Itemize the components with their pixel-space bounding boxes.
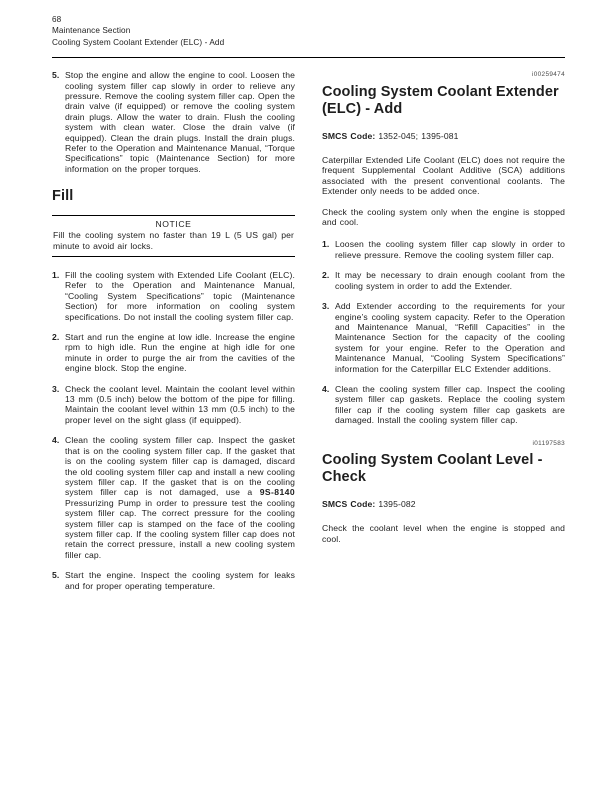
page-subtitle: Cooling System Coolant Extender (ELC) - Add bbox=[52, 37, 225, 47]
list-item bbox=[322, 270, 565, 291]
list-item bbox=[52, 384, 295, 426]
list-item bbox=[52, 435, 295, 560]
list-item bbox=[322, 239, 565, 260]
list-item-number: 5. bbox=[52, 70, 60, 81]
part-number: 9S-8140 bbox=[259, 487, 295, 498]
list-item-text: Check the coolant level. Maintain the coolant level within 13 mm (0.5 inch) below the bottom of the pipe for filling. Maintain the coolant level within 13 mm (0.5 inch) to the proper level on the sight glass (if equipped). bbox=[65, 383, 295, 425]
list-item-text: It may be necessary to drain enough coolant from the cooling system in order to add the Extender. bbox=[335, 270, 565, 291]
list-item-text-before: Clean the cooling system filler cap. Inspect the gasket that is on the cooling system filler cap. If the gasket that is on the cooling system filler cap is damaged, discard the old cooling system filler cap and install a new cooling system filler cap. If the gasket that is on the cooling system filler cap is not damaged, use a bbox=[65, 435, 295, 498]
smcs-line bbox=[322, 131, 565, 141]
paragraph: Check the cooling system only when the engine is stopped and cool. bbox=[322, 206, 565, 228]
list-item-text-after: Pressurizing Pump in order to pressure test the cooling system filler cap. The correct pressure for the cooling system filler cap is stamped on the face of the cooling system filler cap. If the cooling system filler cap does not retain the correct pressure, install a new cooling system filler cap. bbox=[65, 497, 295, 560]
section-title: Cooling System Coolant Extender (ELC) - Add bbox=[322, 83, 559, 118]
list-item-text: Fill the cooling system with Extended Life Coolant (ELC). Refer to the Operation and Maintenance Manual, “Cooling System Specifications” topic (Maintenance Section) for more information on cooling system specifications. Do not install the cooling system filler cap. bbox=[65, 270, 295, 322]
list-item bbox=[322, 301, 565, 374]
list-item-number: 2. bbox=[322, 270, 330, 281]
list-item bbox=[52, 570, 295, 591]
list-item-text: Start the engine. Inspect the cooling system for leaks and for proper operating temperature. bbox=[65, 570, 295, 591]
left-column bbox=[52, 70, 295, 601]
paragraph: Caterpillar Extended Life Coolant (ELC) does not require the frequent Supplemental Coolant Additive (SCA) additions associated with the present conventional coolants. The Extender only needs to be added once. bbox=[322, 155, 565, 197]
columns bbox=[52, 70, 565, 601]
list-item-number: 1. bbox=[322, 239, 330, 250]
list-item-text: Add Extender according to the requirements for your engine’s cooling system capacity. Refer to the Operation and Maintenance Manual, “Refill Capacities” in the Maintenance Section for the capacity of the cooling system for your engine. Refer to the Operation and Maintenance Manual, “Cooling System Specifications” information for the Caterpillar ELC Extender additions. bbox=[335, 301, 565, 374]
list-item-text: Start and run the engine at low idle. Increase the engine rpm to high idle. Run the engine at high idle for one minute in order to purge the air from the cavities of the engine block. Stop the engine. bbox=[65, 332, 295, 374]
list-item-number: 3. bbox=[322, 301, 330, 312]
notice-title: NOTICE bbox=[155, 218, 192, 229]
list-item-text: Clean the cooling system filler cap. Inspect the cooling system filler cap gaskets. Replace the cooling system filler cap if the cooling system filler cap gaskets are damaged. Install the cooling system filler cap. bbox=[335, 383, 565, 426]
list-item-number: 2. bbox=[52, 332, 60, 343]
list-item bbox=[52, 270, 295, 322]
list-item-number: 4. bbox=[322, 383, 330, 394]
list-item-text: Stop the engine and allow the engine to cool. Loosen the cooling system filler cap slowly in order to relieve any pressure. Remove the cooling system filler cap. Open the drain valve (if equipped) or remove the cooling system drain plugs. Allow the water to drain. Flush the cooling system with clean water. Close the drain valve (if equipped). Clean the drain plugs. Install the drain plugs. Refer to the Operation and Maintenance Manual, “Torque Specifications” topic (Maintenance Section) for more information on the proper torques. bbox=[65, 70, 295, 174]
section-name: Maintenance Section bbox=[52, 26, 131, 36]
smcs-label: SMCS Code: bbox=[322, 498, 376, 509]
page-header bbox=[52, 14, 565, 48]
notice-text: Fill the cooling system no faster than 19 L (5 US gal) per minute to avoid air locks. bbox=[53, 230, 294, 251]
list-item bbox=[52, 70, 295, 174]
list-item-number: 5. bbox=[52, 570, 60, 581]
list-item-number: 1. bbox=[52, 270, 60, 280]
page-number: 68 bbox=[52, 15, 62, 24]
fill-heading: Fill bbox=[52, 188, 74, 205]
smcs-line bbox=[322, 499, 565, 509]
list-item-number: 3. bbox=[52, 383, 60, 394]
doc-id: i01197583 bbox=[532, 439, 565, 447]
section-title: Cooling System Coolant Level - Check bbox=[322, 451, 543, 486]
list-item bbox=[52, 332, 295, 374]
header-rule bbox=[52, 57, 565, 58]
list-item-number: 4. bbox=[52, 435, 60, 446]
paragraph: Check the coolant level when the engine is stopped and cool. bbox=[322, 523, 565, 544]
right-column bbox=[322, 70, 565, 601]
list-item-text bbox=[65, 435, 295, 560]
doc-id: i00259474 bbox=[531, 71, 565, 79]
smcs-label: SMCS Code: bbox=[322, 130, 376, 141]
smcs-value: 1395-082 bbox=[378, 498, 416, 509]
notice-box bbox=[52, 215, 295, 257]
smcs-value: 1352-045; 1395-081 bbox=[378, 130, 459, 141]
list-item-text: Loosen the cooling system filler cap slowly in order to relieve pressure. Remove the cooling system filler cap. bbox=[335, 239, 565, 260]
list-item bbox=[322, 384, 565, 426]
